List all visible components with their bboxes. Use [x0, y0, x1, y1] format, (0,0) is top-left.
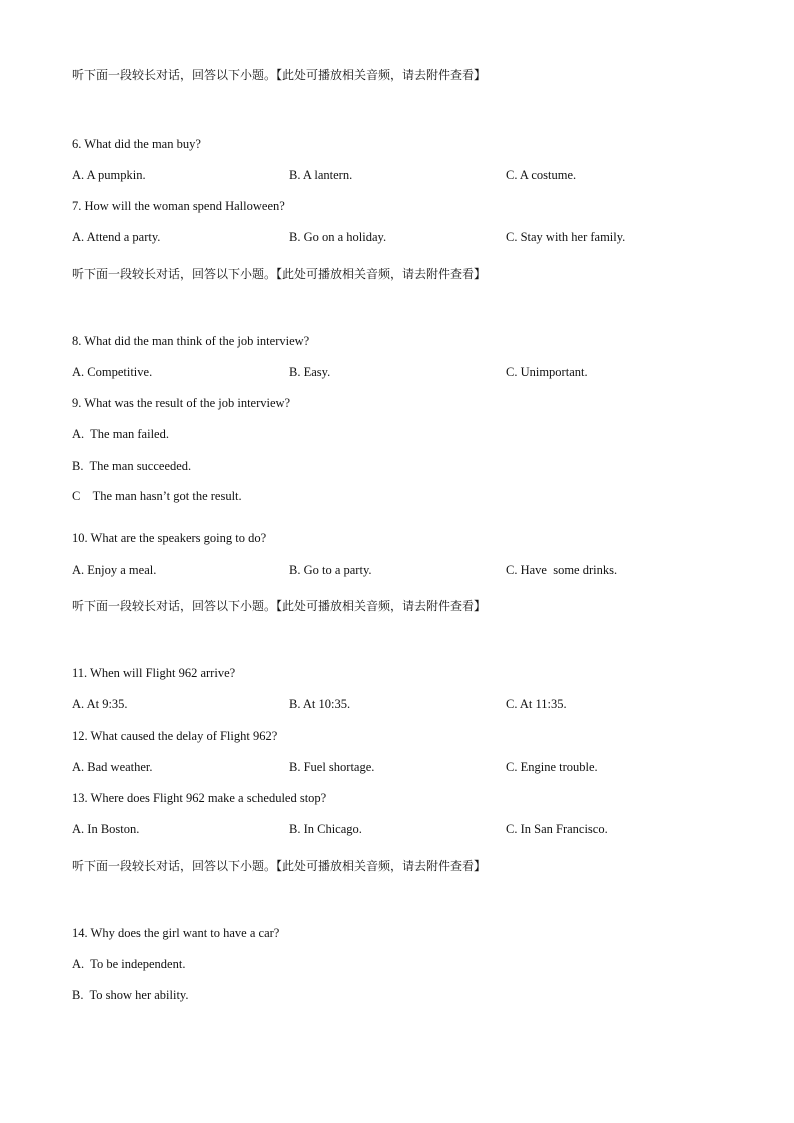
option-10a: A. Enjoy a meal. [72, 563, 157, 577]
question-9: 9. What was the result of the job interview? [72, 396, 291, 410]
question-6: 6. What did the man buy? [72, 137, 201, 151]
option-10c: C. Have some drinks. [506, 563, 618, 577]
option-13b: B. In Chicago. [289, 822, 362, 836]
option-6a: A. A pumpkin. [72, 168, 146, 182]
option-7c: C. Stay with her family. [506, 230, 626, 244]
option-8c: C. Unimportant. [506, 365, 588, 379]
section-instruction: 听下面一段较长对话，回答以下小题。【此处可播放相关音频，请去附件查看】 [72, 68, 487, 82]
question-8: 8. What did the man think of the job interview? [72, 334, 310, 348]
section-instruction: 听下面一段较长对话，回答以下小题。【此处可播放相关音频，请去附件查看】 [72, 599, 487, 613]
option-12b: B. Fuel shortage. [289, 760, 375, 774]
option-11c: C. At 11:35. [506, 697, 567, 711]
option-7b: B. Go on a holiday. [289, 230, 387, 244]
option-9c: C The man hasn’t got the result. [72, 489, 242, 503]
section-instruction: 听下面一段较长对话，回答以下小题。【此处可播放相关音频，请去附件查看】 [72, 267, 487, 281]
section-instruction: 听下面一段较长对话，回答以下小题。【此处可播放相关音频，请去附件查看】 [72, 859, 487, 873]
question-14: 14. Why does the girl want to have a car? [72, 926, 280, 940]
question-10: 10. What are the speakers going to do? [72, 531, 267, 545]
option-8a: A. Competitive. [72, 365, 153, 379]
option-9a: A. The man failed. [72, 427, 169, 441]
option-6b: B. A lantern. [289, 168, 353, 182]
option-10b: B. Go to a party. [289, 563, 372, 577]
option-8b: B. Easy. [289, 365, 331, 379]
question-7: 7. How will the woman spend Halloween? [72, 199, 285, 213]
option-14a: A. To be independent. [72, 957, 186, 971]
option-11a: A. At 9:35. [72, 697, 128, 711]
option-7a: A. Attend a party. [72, 230, 161, 244]
question-11: 11. When will Flight 962 arrive? [72, 666, 236, 680]
option-13c: C. In San Francisco. [506, 822, 608, 836]
question-12: 12. What caused the delay of Flight 962? [72, 729, 278, 743]
option-6c: C. A costume. [506, 168, 577, 182]
option-12c: C. Engine trouble. [506, 760, 598, 774]
question-13: 13. Where does Flight 962 make a scheduled stop? [72, 791, 327, 805]
option-9b: B. The man succeeded. [72, 459, 192, 473]
option-11b: B. At 10:35. [289, 697, 351, 711]
option-14b: B. To show her ability. [72, 988, 189, 1002]
option-13a: A. In Boston. [72, 822, 140, 836]
option-12a: A. Bad weather. [72, 760, 153, 774]
